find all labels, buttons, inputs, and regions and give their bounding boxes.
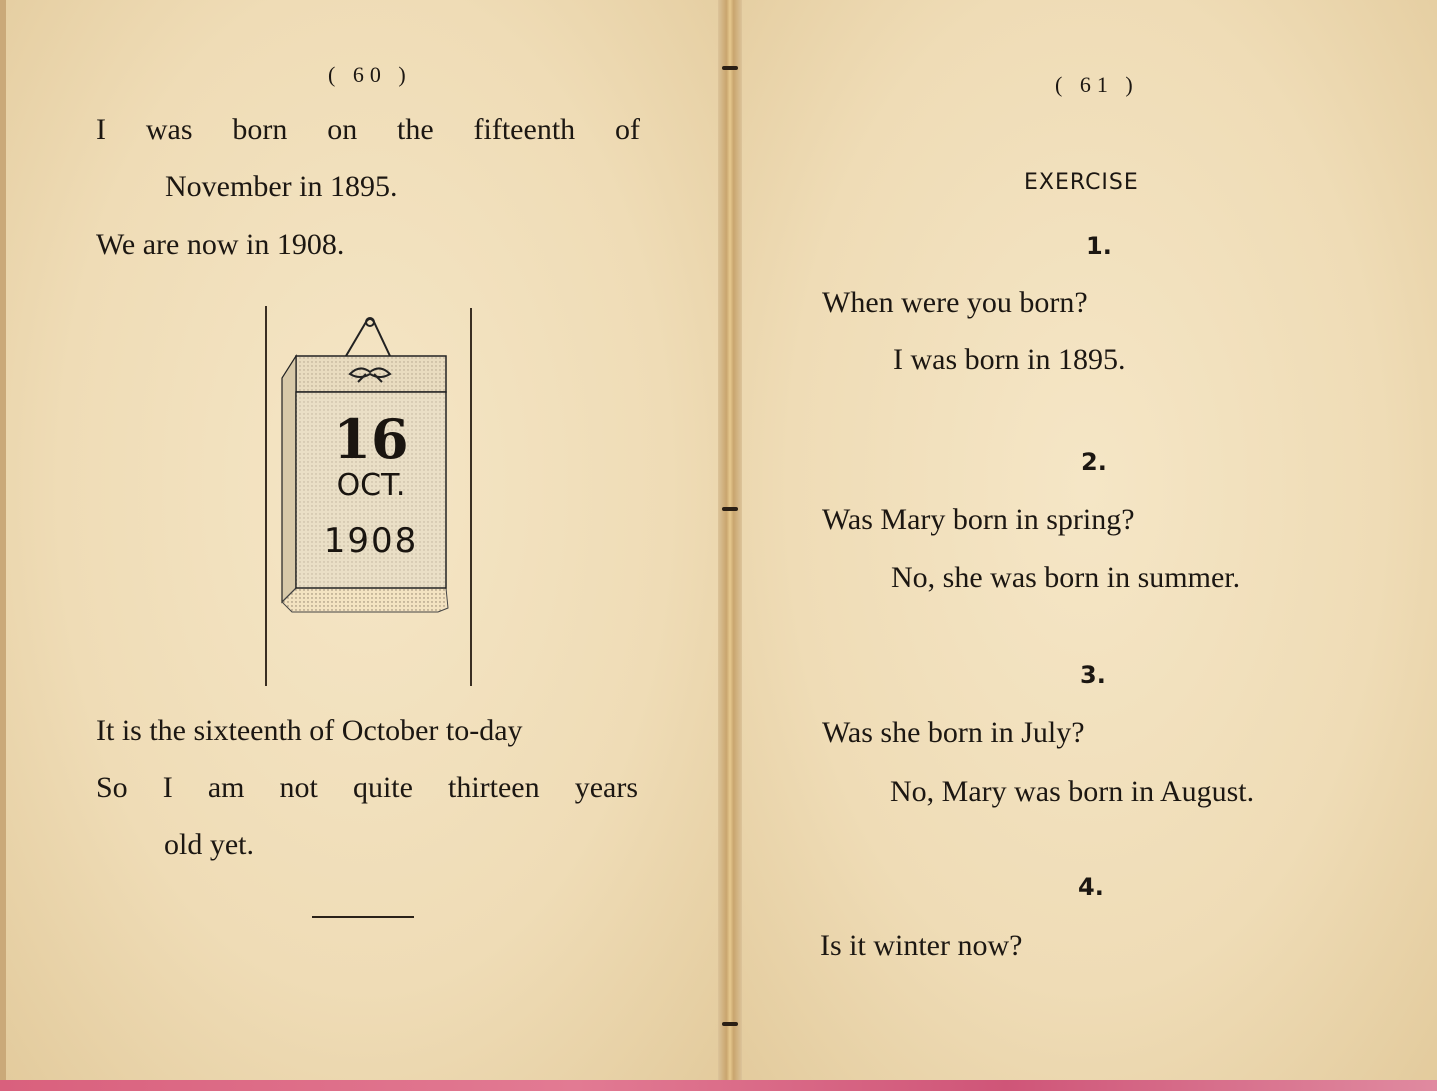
question-number: 2. [1081, 448, 1107, 476]
word: am [207, 771, 245, 804]
word: thirteen [448, 771, 540, 804]
page-edge [0, 1080, 1437, 1091]
question-number: 3. [1080, 661, 1106, 689]
word: I [96, 113, 106, 146]
question-number: 4. [1078, 873, 1104, 901]
answer-text: No, Mary was born in August. [890, 775, 1255, 808]
question-text: Was she born in July? [822, 716, 1085, 749]
text-line: old yet. [164, 828, 254, 861]
question-text: When were you born? [822, 286, 1088, 319]
exercise-heading: EXERCISE [1024, 170, 1139, 195]
text-line [96, 113, 640, 147]
question-number: 1. [1086, 232, 1112, 260]
calendar-illustration [262, 312, 482, 622]
end-rule [312, 916, 414, 918]
right-page [736, 0, 1437, 1080]
calendar-day: 16 [333, 407, 409, 471]
word: born [232, 113, 288, 146]
text-line [96, 771, 638, 805]
question-text: Was Mary born in spring? [822, 503, 1135, 536]
page-number: ( 60 ) [328, 62, 412, 87]
word: years [574, 771, 638, 804]
word: the [397, 113, 434, 146]
binding-stitch [722, 66, 738, 70]
word: not [279, 771, 318, 804]
word: of [615, 113, 640, 146]
text-line: November in 1895. [165, 170, 398, 203]
book-gutter [718, 0, 742, 1080]
word: quite [352, 771, 413, 804]
question-text: Is it winter now? [820, 929, 1023, 962]
word: I [162, 771, 173, 804]
word: was [145, 113, 193, 146]
answer-text: I was born in 1895. [893, 343, 1126, 376]
binding-stitch [722, 507, 738, 511]
page-number: ( 61 ) [1055, 72, 1139, 97]
calendar-year: 1908 [323, 521, 419, 561]
word: on [327, 113, 358, 146]
calendar-month: OCT. [336, 468, 406, 503]
answer-text: No, she was born in summer. [891, 561, 1241, 594]
text-line: It is the sixteenth of October to-day [96, 714, 523, 747]
word: So [96, 771, 128, 804]
text-line: We are now in 1908. [96, 228, 345, 261]
binding-stitch [722, 1022, 738, 1026]
word: fifteenth [473, 113, 576, 146]
